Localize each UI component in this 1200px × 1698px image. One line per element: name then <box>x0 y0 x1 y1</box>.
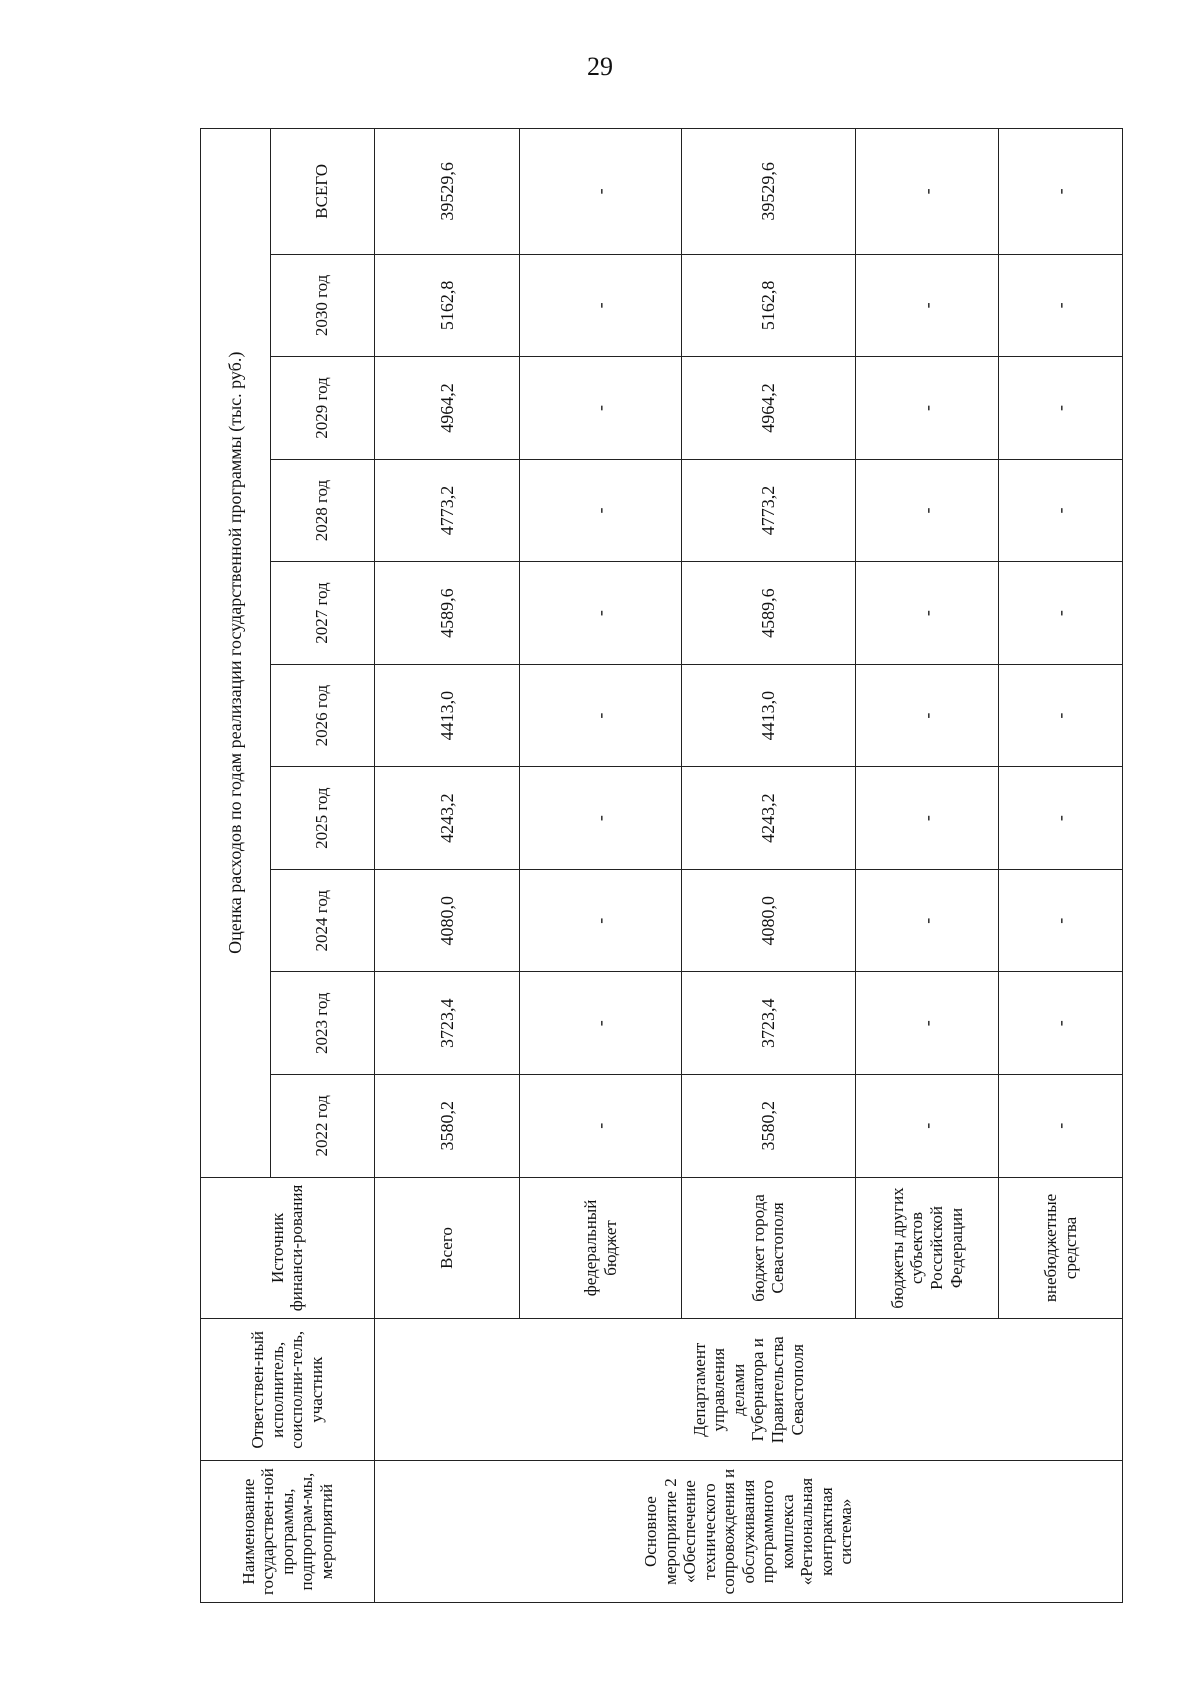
value-cell: - <box>520 357 682 460</box>
total-cell: - <box>999 129 1123 255</box>
value-cell: 4589,6 <box>681 562 855 665</box>
total-cell: - <box>855 129 998 255</box>
value-cell: 3580,2 <box>681 1075 855 1178</box>
value-cell: - <box>999 869 1123 972</box>
value-cell: - <box>999 562 1123 665</box>
value-cell: 4413,0 <box>681 664 855 767</box>
budget-table <box>200 128 1123 1603</box>
header-year: 2022 год <box>270 1075 374 1178</box>
header-year: 2030 год <box>270 254 374 357</box>
page-number: 29 <box>587 52 613 81</box>
value-cell: - <box>999 664 1123 767</box>
header-year: 2025 год <box>270 767 374 870</box>
value-cell: 4589,6 <box>374 562 519 665</box>
value-cell: - <box>999 357 1123 460</box>
value-cell: 4080,0 <box>681 869 855 972</box>
value-cell: - <box>855 972 998 1075</box>
value-cell: - <box>520 1075 682 1178</box>
total-cell: 39529,6 <box>374 129 519 255</box>
value-cell: 5162,8 <box>681 254 855 357</box>
source-cell: федеральный бюджет <box>520 1177 682 1319</box>
header-name: Наименование государствен-ной программы, подпрограм-мы, мероприятий <box>201 1461 375 1603</box>
value-cell: - <box>855 767 998 870</box>
value-cell: - <box>855 1075 998 1178</box>
program-name: Основное мероприятие 2 «Обеспечение технического сопровождения и обслуживания программного комплекса «Региональная контрактная система» <box>374 1461 1122 1603</box>
value-cell: - <box>520 254 682 357</box>
value-cell: - <box>999 459 1123 562</box>
value-cell: - <box>855 664 998 767</box>
value-cell: 3723,4 <box>374 972 519 1075</box>
value-cell: - <box>520 459 682 562</box>
header-source: Источник финанси-рования <box>201 1177 375 1319</box>
value-cell: 4243,2 <box>681 767 855 870</box>
header-year: 2023 год <box>270 972 374 1075</box>
value-cell: 3580,2 <box>374 1075 519 1178</box>
source-cell: бюджет города Севастополя <box>681 1177 855 1319</box>
value-cell: 4413,0 <box>374 664 519 767</box>
value-cell: - <box>520 972 682 1075</box>
header-expenses-group: Оценка расходов по годам реализации государственной программы (тыс. руб.) <box>201 129 271 1178</box>
value-cell: 4080,0 <box>374 869 519 972</box>
value-cell: - <box>520 562 682 665</box>
value-cell: - <box>999 972 1123 1075</box>
header-year: 2026 год <box>270 664 374 767</box>
value-cell: - <box>999 767 1123 870</box>
header-row-group <box>201 129 271 1603</box>
value-cell: - <box>520 664 682 767</box>
value-cell: 4964,2 <box>681 357 855 460</box>
value-cell: 4773,2 <box>681 459 855 562</box>
value-cell: 5162,8 <box>374 254 519 357</box>
total-cell: 39529,6 <box>681 129 855 255</box>
source-cell: Всего <box>374 1177 519 1319</box>
value-cell: - <box>855 562 998 665</box>
header-year: 2028 год <box>270 459 374 562</box>
table-row <box>374 129 519 1603</box>
value-cell: 4773,2 <box>374 459 519 562</box>
source-cell: бюджеты других субъектов Российской Федерации <box>855 1177 998 1319</box>
header-year: 2024 год <box>270 869 374 972</box>
value-cell: - <box>855 357 998 460</box>
header-year: 2029 год <box>270 357 374 460</box>
rotated-table-container <box>200 128 1123 1603</box>
executor: Департамент управления делами Губернатора и Правительства Севастополя <box>374 1319 1122 1461</box>
header-executor: Ответствен-ный исполнитель, соисполни-тель, участник <box>201 1319 375 1461</box>
value-cell: - <box>855 869 998 972</box>
source-cell: внебюджетные средства <box>999 1177 1123 1319</box>
header-year: 2027 год <box>270 562 374 665</box>
value-cell: 3723,4 <box>681 972 855 1075</box>
value-cell: - <box>520 869 682 972</box>
value-cell: 4243,2 <box>374 767 519 870</box>
value-cell: - <box>855 459 998 562</box>
value-cell: - <box>520 767 682 870</box>
header-total: ВСЕГО <box>270 129 374 255</box>
value-cell: 4964,2 <box>374 357 519 460</box>
value-cell: - <box>999 1075 1123 1178</box>
total-cell: - <box>520 129 682 255</box>
value-cell: - <box>855 254 998 357</box>
value-cell: - <box>999 254 1123 357</box>
